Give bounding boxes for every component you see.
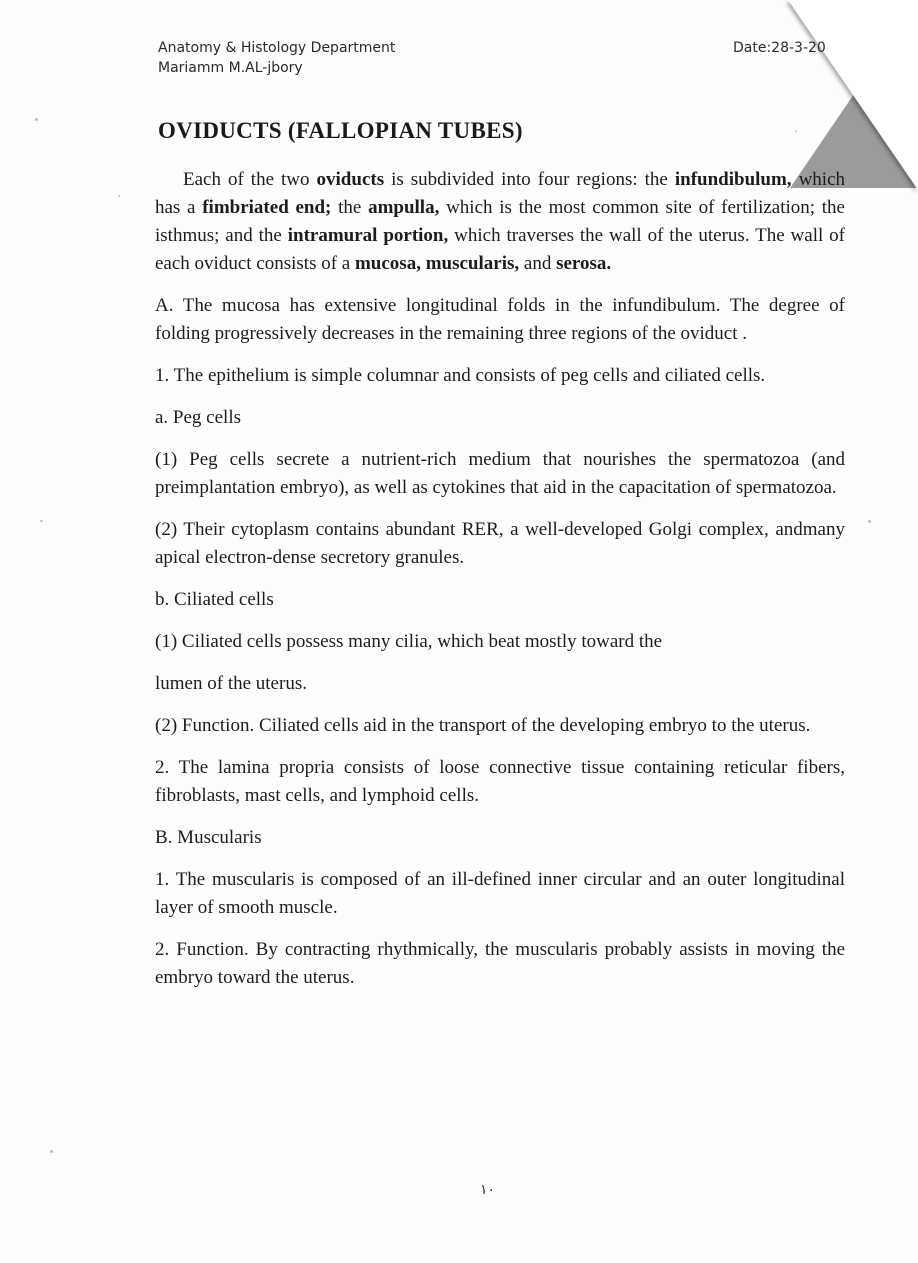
intro-bold: ampulla, (368, 197, 440, 218)
intro-bold: oviducts (316, 169, 385, 190)
page-title: OVIDUCTS (FALLOPIAN TUBES) (158, 118, 523, 143)
peg-cells-point-1: (1) Peg cells secrete a nutrient-rich medium that nourishes the spermatozoa (and preimplantation embryo), as well as cytokines that aid in the capacitation of spermatozoa. (155, 449, 845, 498)
intro-bold: infundibulum, (674, 169, 792, 190)
intro-bold: fimbriated end; (202, 197, 332, 218)
muscularis-point-1: 1. The muscularis is composed of an ill-defined inner circular and an outer longitudinal layer of smooth muscle. (155, 869, 845, 918)
scan-speck (40, 520, 43, 522)
scan-speck (868, 520, 871, 523)
page-number: ١٠ (480, 1183, 496, 1198)
header-left (158, 38, 395, 78)
intro-text: and (519, 253, 557, 274)
ciliated-cells-heading: b. Ciliated cells (155, 589, 274, 610)
author-name: Mariamm M.AL-jbory (158, 60, 303, 76)
intro-text: which traverses the wall of the uterus. The wall of each oviduct consists of a (155, 225, 845, 274)
document-date: Date:28-3-20 (733, 40, 826, 56)
intro-text: the (331, 197, 369, 218)
muscularis-heading: B. Muscularis (155, 827, 262, 848)
document-body (155, 166, 845, 1006)
intro-bold: intramural portion, (287, 225, 449, 246)
mucosa-paragraph: A. The mucosa has extensive longitudinal folds in the infundibulum. The degree of folding progressively decreases in the remaining three regions of the oviduct . (155, 295, 845, 344)
peg-cells-heading: a. Peg cells (155, 407, 242, 428)
muscularis-point-2: 2. Function. By contracting rhythmically, the muscularis probably assists in moving the embryo toward the uterus. (155, 939, 845, 988)
peg-cells-point-2: (2) Their cytoplasm contains abundant RER, a well-developed Golgi complex, andmany apical electron-dense secretory granules. (155, 519, 845, 568)
intro-text: Each of the two (183, 169, 317, 190)
scan-speck (50, 1150, 53, 1153)
intro-bold: mucosa, muscularis, (354, 253, 520, 274)
lamina-propria-paragraph: 2. The lamina propria consists of loose connective tissue containing reticular fibers, fibroblasts, mast cells, and lymphoid cells. (155, 757, 845, 806)
scan-speck (35, 118, 38, 121)
ciliated-cells-point-1b: lumen of the uterus. (155, 673, 307, 694)
department-name: Anatomy & Histology Department (158, 40, 396, 56)
intro-paragraph (155, 166, 845, 278)
intro-text: is subdivided into four regions: the (384, 169, 675, 190)
intro-text: which is the most common site of fertilization; the isthmus; and the (155, 197, 845, 246)
intro-bold: serosa. (556, 253, 612, 274)
scan-speck (118, 195, 120, 197)
scan-speck (795, 130, 797, 132)
ciliated-cells-point-2: (2) Function. Ciliated cells aid in the transport of the developing embryo to the uterus. (155, 715, 811, 736)
intro-text: which has a (155, 169, 845, 218)
epithelium-paragraph: 1. The epithelium is simple columnar and consists of peg cells and ciliated cells. (155, 365, 766, 386)
ciliated-cells-point-1a: (1) Ciliated cells possess many cilia, which beat mostly toward the (155, 631, 663, 652)
folded-corner (788, 0, 918, 190)
